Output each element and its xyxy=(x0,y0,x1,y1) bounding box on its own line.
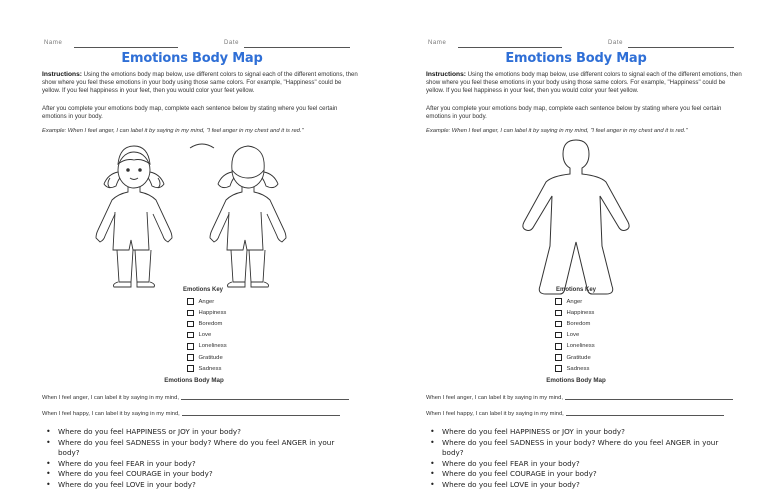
girl-body-outline-icon xyxy=(90,142,330,292)
checkbox[interactable] xyxy=(555,354,562,361)
sentence-happy xyxy=(42,411,362,417)
key-label: Sadness xyxy=(566,365,590,372)
sentence-text: When I feel happy, I can label it by saying in my mind, xyxy=(426,411,564,417)
checkbox[interactable] xyxy=(187,365,194,372)
after-text: After you complete your emotions body map, complete each sentence below by stating where you feel certain emotions in your body. xyxy=(426,105,722,120)
sentence-happy xyxy=(426,411,746,417)
answer-line[interactable] xyxy=(566,415,724,416)
key-item-boredom[interactable] xyxy=(187,318,267,329)
date-label: Date xyxy=(608,40,624,46)
answer-line[interactable] xyxy=(565,399,733,400)
key-label: Happiness xyxy=(566,309,595,316)
example-text: Example: When I feel anger, I can label it by saying in my mind, "I feel anger in my chest and it is red." xyxy=(426,128,688,134)
date-field-line xyxy=(244,47,350,48)
body-map-caption: Emotions Body Map xyxy=(164,377,224,384)
key-label: Anger xyxy=(198,298,215,305)
date-label: Date xyxy=(224,40,240,46)
sentence-text: When I feel anger, I can label it by saying in my mind, xyxy=(42,395,179,401)
answer-line[interactable] xyxy=(181,399,349,400)
emotions-key-list xyxy=(555,296,635,374)
sentence-anger xyxy=(42,395,362,401)
key-item-loneliness[interactable] xyxy=(555,341,635,352)
question-item: • Where do you feel COURAGE in your body? xyxy=(42,469,342,480)
key-item-love[interactable] xyxy=(187,330,267,341)
after-text: After you complete your emotions body map, complete each sentence below by stating where you feel certain emotions in your body. xyxy=(42,105,338,120)
checkbox[interactable] xyxy=(555,365,562,372)
checkbox[interactable] xyxy=(187,343,194,350)
instructions xyxy=(42,71,358,94)
sentence-text: When I feel anger, I can label it by saying in my mind, xyxy=(426,395,563,401)
body-map-caption: Emotions Body Map xyxy=(546,377,606,384)
key-item-sadness[interactable] xyxy=(187,363,267,374)
key-item-anger[interactable] xyxy=(187,296,267,307)
question-item: • Where do you feel HAPPINESS or JOY in your body? xyxy=(426,427,726,438)
checkbox[interactable] xyxy=(187,310,194,317)
checkbox[interactable] xyxy=(187,354,194,361)
checkbox[interactable] xyxy=(555,332,562,339)
page-title: Emotions Body Map xyxy=(121,51,263,66)
key-label: Loneliness xyxy=(566,343,595,350)
instructions-text: Using the emotions body map below, use different colors to signal each of the different emotions, then show where you feel these emotions in your body using those same colors. For example, "Happiness" could be yellow. If you feel happiness in your feet, then you would color your feet yellow. xyxy=(426,71,742,94)
key-label: Boredom xyxy=(566,320,591,327)
sentence-anger xyxy=(426,395,746,401)
checkbox[interactable] xyxy=(187,298,194,305)
key-label: Boredom xyxy=(198,320,223,327)
key-item-gratitude[interactable] xyxy=(187,352,267,363)
answer-line[interactable] xyxy=(182,415,340,416)
checkbox[interactable] xyxy=(555,343,562,350)
key-label: Gratitude xyxy=(198,354,223,361)
checkbox[interactable] xyxy=(555,298,562,305)
key-label: Anger xyxy=(566,298,583,305)
key-item-happiness[interactable] xyxy=(187,307,267,318)
key-label: Love xyxy=(198,332,212,339)
emotions-key-title: Emotions Key xyxy=(555,287,596,293)
key-label: Sadness xyxy=(198,365,222,372)
instructions xyxy=(426,71,742,94)
instructions-label: Instructions: xyxy=(42,71,82,78)
instructions-text: Using the emotions body map below, use different colors to signal each of the different emotions, then show where you feel these emotions in your body using those same colors. For example, "Happiness" could be yellow. If you feel happiness in your feet, then you would color your feet yellow. xyxy=(42,71,358,94)
question-item: • Where do you feel FEAR in your body? xyxy=(42,459,342,470)
key-item-sadness[interactable] xyxy=(555,363,635,374)
instructions-label: Instructions: xyxy=(426,71,466,78)
gingerbread-body-outline-icon xyxy=(519,136,634,296)
key-item-gratitude[interactable] xyxy=(555,352,635,363)
key-item-boredom[interactable] xyxy=(555,318,635,329)
key-item-happiness[interactable] xyxy=(555,307,635,318)
question-item: • Where do you feel FEAR in your body? xyxy=(426,459,726,470)
question-item: • Where do you feel LOVE in your body? xyxy=(426,480,726,491)
worksheet-right xyxy=(384,0,768,503)
key-label: Happiness xyxy=(198,309,227,316)
emotions-key-list xyxy=(187,296,267,374)
question-item: • Where do you feel COURAGE in your body? xyxy=(426,469,726,480)
key-label: Gratitude xyxy=(566,354,591,361)
question-item: • Where do you feel SADNESS in your body? Where do you feel ANGER in your body? xyxy=(426,438,726,459)
page-title: Emotions Body Map xyxy=(505,51,647,66)
name-field-line xyxy=(74,47,178,48)
date-field-line xyxy=(628,47,734,48)
example-text: Example: When I feel anger, I can label it by saying in my mind, "I feel anger in my chest and it is red." xyxy=(42,128,304,134)
checkbox[interactable] xyxy=(187,321,194,328)
question-list xyxy=(42,427,342,491)
name-field-line xyxy=(458,47,562,48)
question-list xyxy=(426,427,726,491)
sentence-text: When I feel happy, I can label it by saying in my mind, xyxy=(42,411,180,417)
name-label: Name xyxy=(428,40,447,46)
emotions-key-title: Emotions Key xyxy=(182,287,223,293)
key-label: Loneliness xyxy=(198,343,227,350)
name-label: Name xyxy=(44,40,63,46)
key-item-anger[interactable] xyxy=(555,296,635,307)
question-item: • Where do you feel HAPPINESS or JOY in your body? xyxy=(42,427,342,438)
key-item-love[interactable] xyxy=(555,330,635,341)
question-item: • Where do you feel SADNESS in your body? Where do you feel ANGER in your body? xyxy=(42,438,342,459)
question-item: • Where do you feel LOVE in your body? xyxy=(42,480,342,491)
key-item-loneliness[interactable] xyxy=(187,341,267,352)
checkbox[interactable] xyxy=(555,310,562,317)
checkbox[interactable] xyxy=(555,321,562,328)
checkbox[interactable] xyxy=(187,332,194,339)
key-label: Love xyxy=(566,332,580,339)
